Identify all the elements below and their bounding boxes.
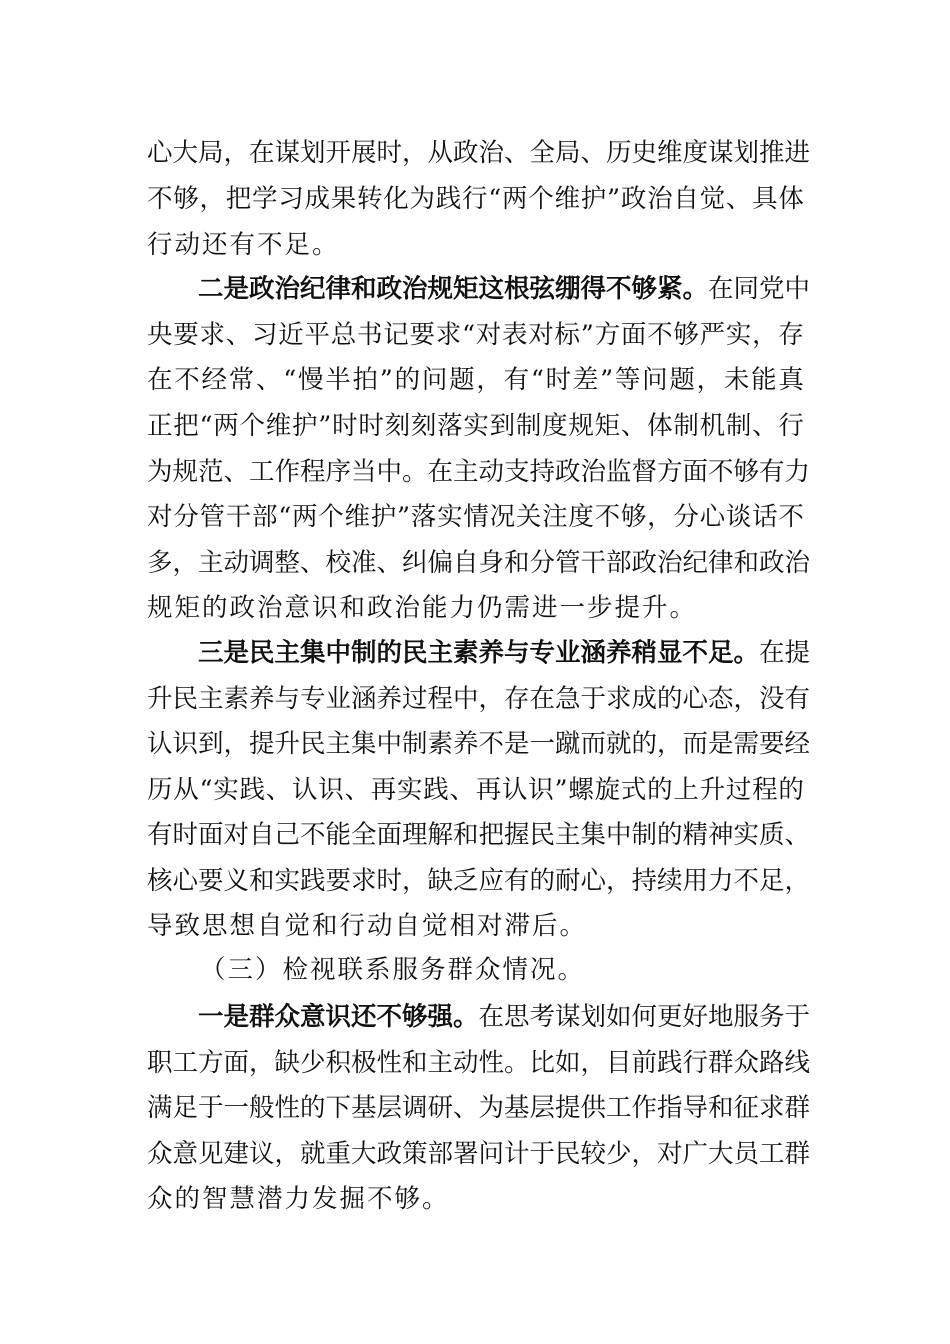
text-line: 多，主动调整、校准、纠偏自身和分管干部政治纪律和政治 (147, 548, 811, 578)
text-line: 升民主素养与专业涵养过程中，存在急于求成的心态，没有 (147, 684, 811, 714)
paragraph-line (198, 630, 810, 676)
paragraph-line (198, 266, 810, 312)
paragraph-heading: 二是政治纪律和政治规矩这根弦绷得不够紧。 (198, 274, 709, 304)
text-line: 核心要义和实践要求时，缺乏应有的耐心，持续用力不足， (147, 866, 811, 896)
text-line: 众的智慧潜力发掘不够。 (147, 1184, 450, 1214)
text-line: 央要求、习近平总书记要求“对表对标”方面不够严实，存 (147, 320, 805, 350)
paragraph-line (198, 994, 810, 1040)
text-line: 正把“两个维护”时时刻刻落实到制度规矩、体制机制、行 (147, 411, 805, 441)
text-line: 为规范、工作程序当中。在主动支持政治监督方面不够有力 (147, 457, 811, 487)
text-line: 不够，把学习成果转化为践行“两个维护”政治自觉、具体 (147, 184, 805, 214)
text-line: 职工方面，缺少积极性和主动性。比如，目前践行群众路线 (147, 1048, 811, 1078)
section-heading: （三）检视联系服务群众情况。 (200, 955, 586, 985)
text-line: 导致思想自觉和行动自觉相对滞后。 (147, 911, 588, 941)
text-line: 认识到，提升民主集中制素养不是一蹴而就的，而是需要经 (147, 729, 811, 759)
text-line: 心大局，在谋划开展时，从政治、全局、历史维度谋划推进 (147, 138, 811, 168)
paragraph-text: 在提 (759, 638, 811, 668)
text-line: 有时面对自己不能全面理解和把握民主集中制的精神实质、 (147, 820, 811, 850)
text-line: 历从“实践、认识、再实践、再认识”螺旋式的上升过程的 (147, 775, 805, 805)
paragraph-text: 在同党中 (708, 274, 811, 304)
text-line: 对分管干部“两个维护”落实情况关注度不够，分心谈话不 (147, 502, 805, 532)
paragraph-heading: 一是群众意识还不够强。 (198, 1002, 479, 1032)
text-line: 行动还有不足。 (147, 230, 340, 260)
text-line: 众意见建议，就重大政策部署问计于民较少，对广大员工群 (147, 1139, 811, 1169)
text-line: 在不经常、“慢半拍”的问题，有“时差”等问题，未能真 (147, 365, 806, 395)
paragraph-text: 在思考谋划如何更好地服务于 (478, 1002, 811, 1032)
paragraph-heading: 三是民主集中制的民主素养与专业涵养稍显不足。 (198, 638, 760, 668)
text-line: 规矩的政治意识和政治能力仍需进一步提升。 (147, 593, 698, 623)
text-line: 满足于一般性的下基层调研、为基层提供工作指导和征求群 (147, 1093, 811, 1123)
